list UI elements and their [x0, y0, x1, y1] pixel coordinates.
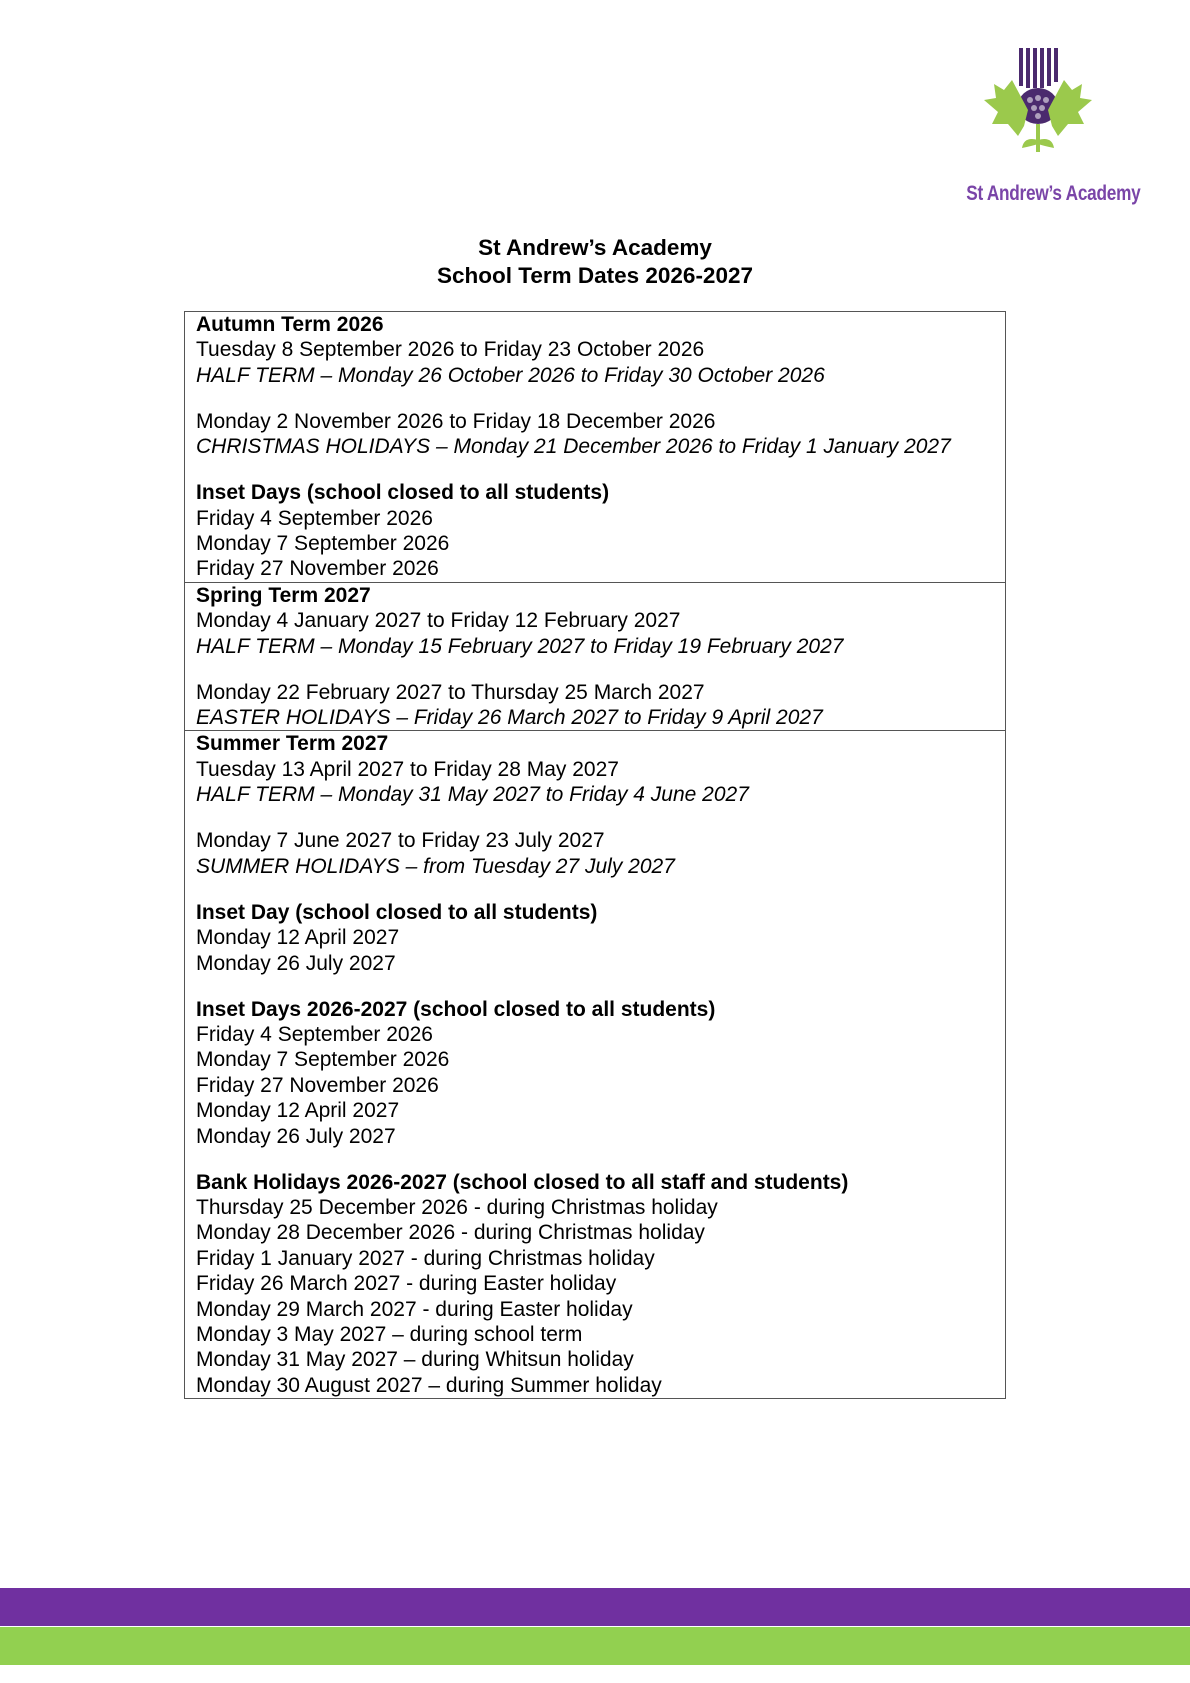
- christmas-holidays: CHRISTMAS HOLIDAYS – Monday 21 December 2026 to Friday 1 January 2027: [196, 435, 951, 459]
- bank-holidays-heading: Bank Holidays 2026-2027 (school closed to all staff and students): [196, 1170, 849, 1194]
- list-item: Monday 30 August 2027 – during Summer holiday: [196, 1373, 662, 1397]
- school-name: St Andrew’s Academy: [478, 235, 712, 260]
- autumn-inset-heading: Inset Days (school closed to all students): [196, 481, 610, 505]
- spring-term-cell: [185, 583, 1005, 732]
- spring-term-dates-2: Monday 22 February 2027 to Thursday 25 March 2027: [196, 680, 705, 704]
- list-item: Monday 26 July 2027: [196, 1124, 396, 1148]
- summer-half-term: HALF TERM – Monday 31 May 2027 to Friday 4 June 2027: [196, 783, 749, 807]
- page-heading: [185, 234, 1005, 290]
- spring-term-dates-1: Monday 4 January 2027 to Friday 12 February 2027: [196, 609, 681, 633]
- list-item: Monday 7 September 2026: [196, 532, 450, 556]
- inset-days-all-heading: Inset Days 2026-2027 (school closed to all students): [196, 997, 716, 1021]
- thistle-icon: [972, 40, 1102, 170]
- spring-term-heading: Spring Term 2027: [196, 583, 371, 607]
- term-dates-table: [184, 311, 1006, 1399]
- summer-inset-heading: Inset Day (school closed to all students): [196, 900, 598, 924]
- list-item: Monday 7 September 2026: [196, 1048, 450, 1072]
- logo-text: St Andrew’s Academy: [966, 182, 1141, 205]
- list-item: Monday 12 April 2027: [196, 926, 400, 950]
- page-title: School Term Dates 2026-2027: [437, 263, 753, 288]
- summer-term-dates-1: Tuesday 13 April 2027 to Friday 28 May 2027: [196, 757, 619, 781]
- list-item: Friday 26 March 2027 - during Easter holiday: [196, 1272, 617, 1296]
- list-item: Friday 1 January 2027 - during Christmas holiday: [196, 1246, 655, 1270]
- list-item: Friday 27 November 2026: [196, 1073, 439, 1097]
- summer-term-heading: Summer Term 2027: [196, 732, 389, 756]
- footer-bar-green: [0, 1627, 1190, 1665]
- summer-term-cell: [185, 731, 1005, 1399]
- list-item: Friday 27 November 2026: [196, 557, 439, 581]
- school-logo: [950, 40, 1141, 215]
- list-item: Friday 4 September 2026: [196, 506, 433, 530]
- list-item: Monday 31 May 2027 – during Whitsun holiday: [196, 1348, 634, 1372]
- list-item: Monday 3 May 2027 – during school term: [196, 1322, 583, 1346]
- autumn-half-term: HALF TERM – Monday 26 October 2026 to Friday 30 October 2026: [196, 363, 825, 387]
- summer-term-dates-2: Monday 7 June 2027 to Friday 23 July 2027: [196, 829, 605, 853]
- autumn-term-dates-2: Monday 2 November 2026 to Friday 18 December 2026: [196, 409, 716, 433]
- footer-bar-purple: [0, 1588, 1190, 1626]
- easter-holidays: EASTER HOLIDAYS – Friday 26 March 2027 to Friday 9 April 2027: [196, 706, 823, 730]
- list-item: Monday 28 December 2026 - during Christmas holiday: [196, 1221, 705, 1245]
- list-item: Monday 12 April 2027: [196, 1099, 400, 1123]
- autumn-term-heading: Autumn Term 2026: [196, 313, 384, 336]
- list-item: Monday 26 July 2027: [196, 951, 396, 975]
- list-item: Thursday 25 December 2026 - during Christmas holiday: [196, 1195, 718, 1219]
- autumn-term-cell: [185, 312, 1005, 583]
- list-item: Friday 4 September 2026: [196, 1022, 433, 1046]
- autumn-term-dates-1: Tuesday 8 September 2026 to Friday 23 October 2026: [196, 338, 705, 362]
- summer-holidays: SUMMER HOLIDAYS – from Tuesday 27 July 2027: [196, 854, 675, 878]
- spring-half-term: HALF TERM – Monday 15 February 2027 to Friday 19 February 2027: [196, 634, 844, 658]
- list-item: Monday 29 March 2027 - during Easter holiday: [196, 1297, 633, 1321]
